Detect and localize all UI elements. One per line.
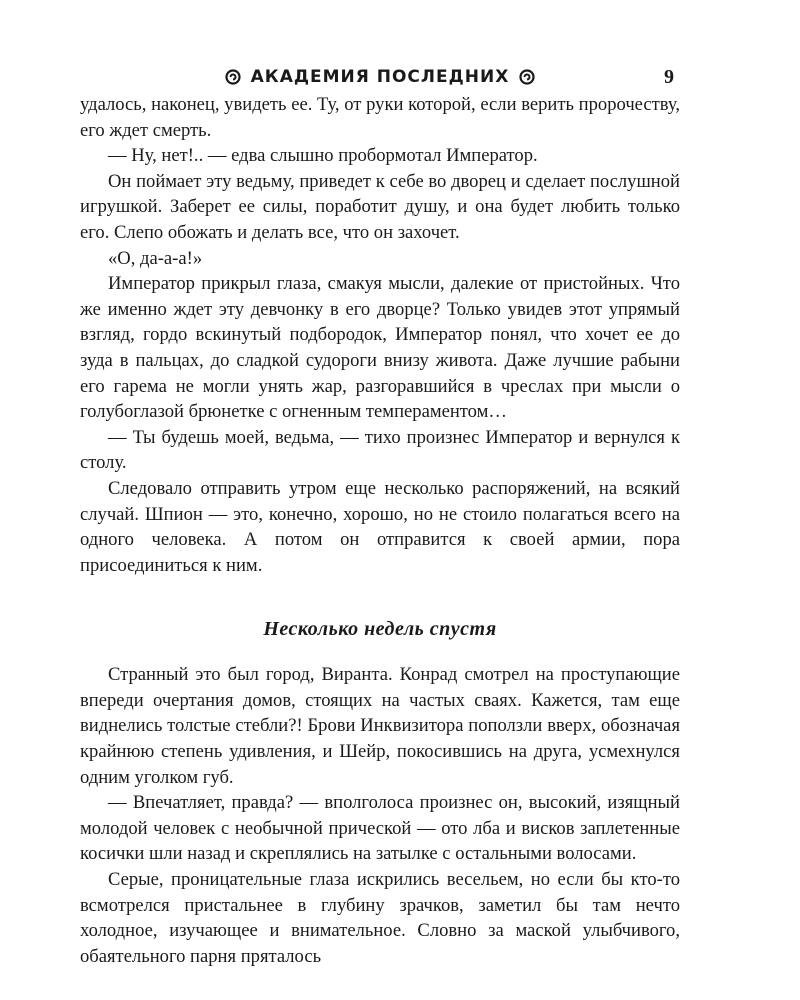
running-head [80,62,680,92]
paragraph: — Ты будешь моей, ведьма, — тихо произнес Император и вернулся к столу. [80,426,680,474]
running-title-group [225,62,536,92]
spiral-ornament-icon [519,69,535,85]
section-one-text [80,92,680,578]
paragraph: — Впечатляет, правда? — вполголоса произнес он, высокий, изящный молодой человек с необычной прической — ото лба и висков заплетенные косички шли назад и скреплялись на затылке с остальными волосами. [80,792,680,865]
book-page [80,62,680,969]
spiral-ornament-icon [225,69,241,85]
paragraph: Император прикрыл глаза, смакуя мысли, далекие от пристойных. Что же именно ждет эту девчонку в его дворце? Только увидев этот упрямый взгляд, гордо вскинутый подбородок, Император понял, что хочет ее до зуда в пальцах, до сладкой судороги внизу живота. Даже лучшие рабыни его гарема не могли унять жар, разгоравшийся в чреслах при мысли о голубоглазой брюнетке с огненным темпераментом… [80,273,680,423]
running-title: АКАДЕМИЯ ПОСЛЕДНИХ [250,67,510,87]
section-two-text [80,662,680,969]
paragraph: — Ну, нет!.. — едва слышно пробормотал Император. [108,145,538,167]
paragraph: Он поймает эту ведьму, приведет к себе во дворец и сделает послушной игрушкой. Заберет ее силы, поработит душу, и она будет любить только его. Слепо обожать и делать все, что он захочет. [80,170,680,243]
paragraph: удалось, наконец, увидеть ее. Ту, от руки которой, если верить пророчеству, его ждет смерть. [80,94,680,141]
page-number: 9 [664,66,674,88]
paragraph: Следовало отправить утром еще несколько распоряжений, на всякий случай. Шпион — это, конечно, хорошо, но не стоило полагаться всего на одного человека. А потом он отправится к своей армии, пора присоединиться к ним. [80,477,680,576]
paragraph: Серые, проницательные глаза искрились весельем, но если бы кто-то всмотрелся пристальнее в глубину зрачков, заметил бы там нечто холодное, изучающее и внимательное. Словно за маской улыбчивого, обаятельного парня пряталось [80,869,680,967]
paragraph: Странный это был город, Виранта. Конрад смотрел на проступающие впереди очертания домов, стоящих на частых сваях. Кажется, там еще виднелись толстые стебли?! Брови Инквизитора поползли вверх, обозначая крайнюю степень удивления, и Шейр, покосившись на друга, усмехнулся одним уголком губ. [80,664,680,788]
paragraph: «О, да-а-а!» [108,247,203,269]
section-heading: Несколько недель спустя [263,618,497,641]
